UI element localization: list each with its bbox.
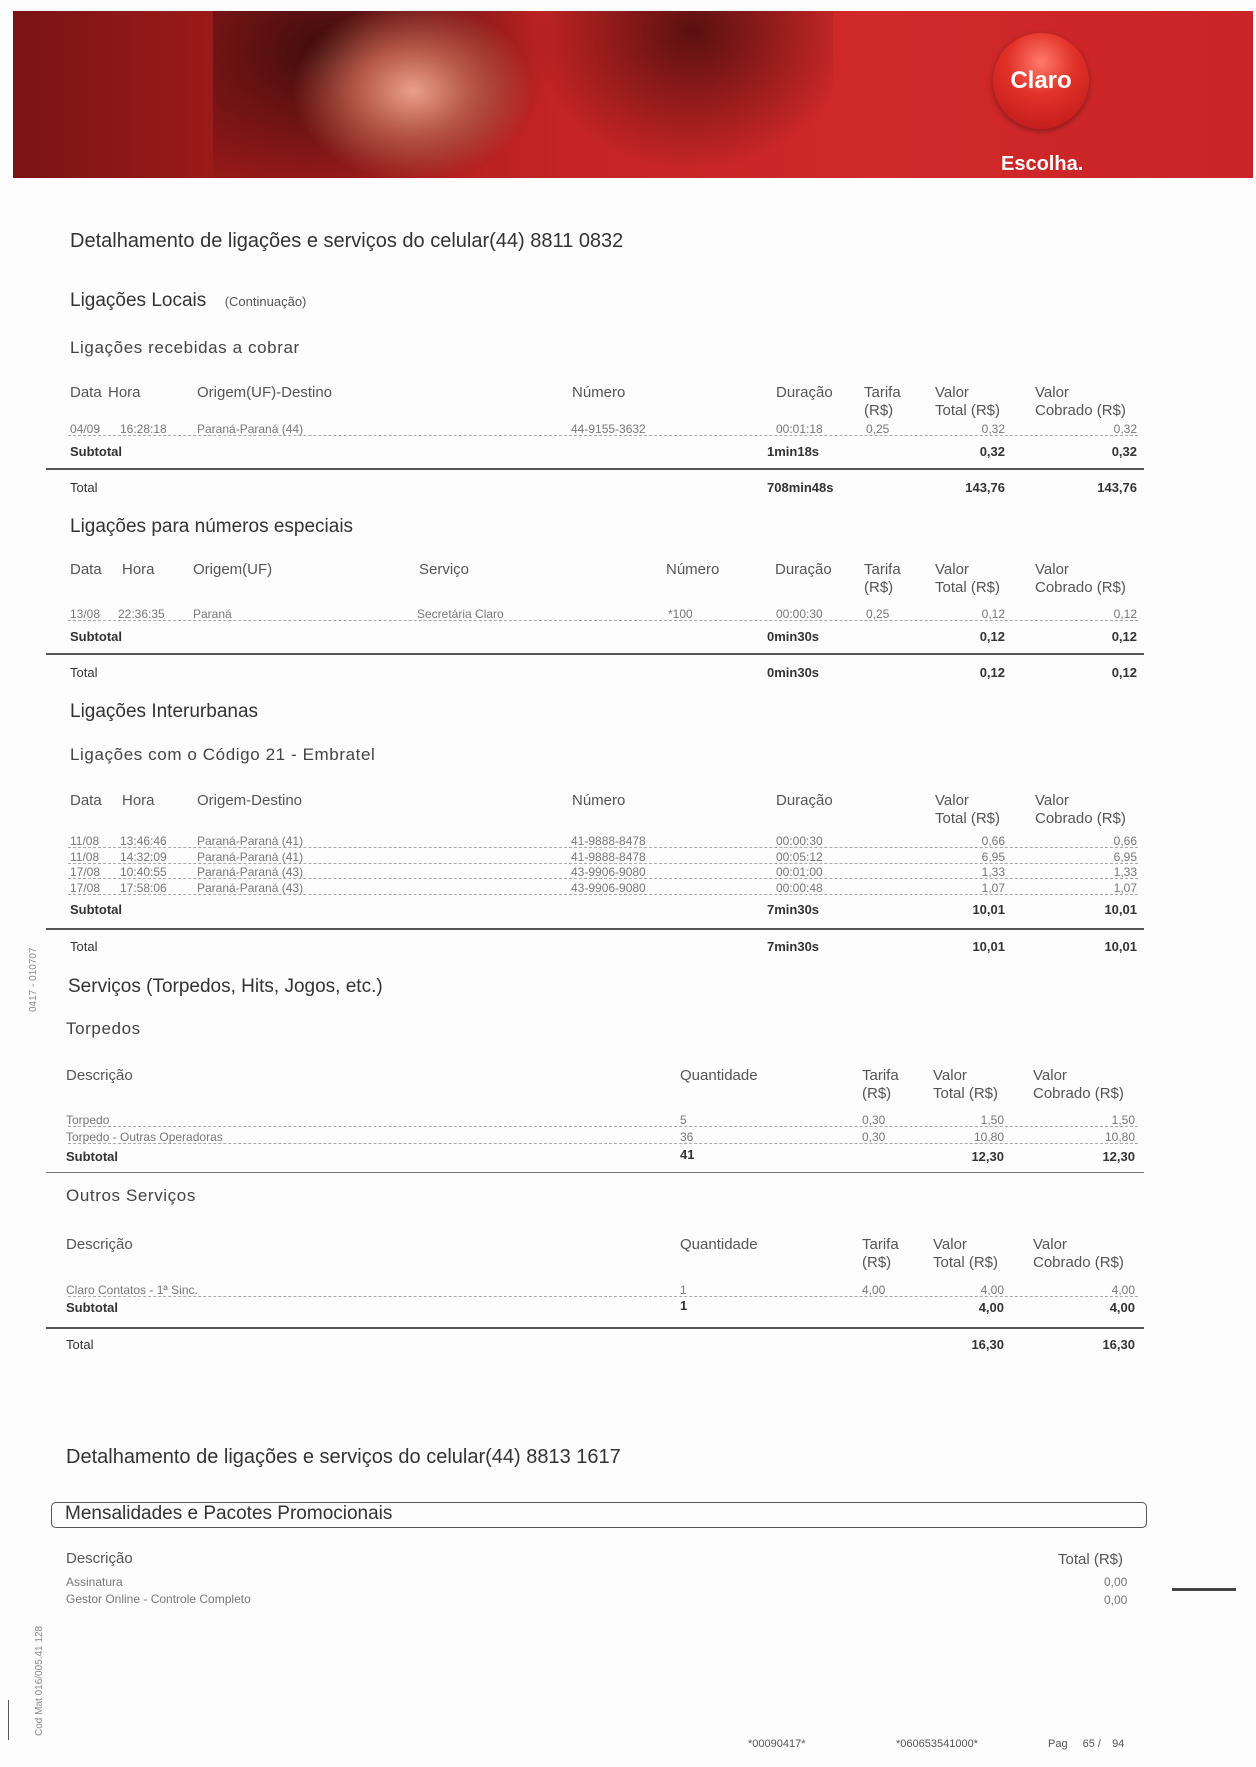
table-cell: 0,25	[866, 422, 890, 436]
column-header	[935, 792, 1000, 828]
table-cell: 13:46:46	[120, 834, 167, 848]
locais-title: Ligações Locais	[70, 290, 207, 311]
column-header	[1035, 792, 1126, 828]
column-header-line: Valor	[1033, 1067, 1067, 1084]
column-header-line: Valor	[935, 384, 969, 401]
subtotal-value-total: 12,30	[971, 1149, 1004, 1164]
subtotal-value-cobrado: 0,12	[1111, 629, 1137, 644]
column-header-line: Total (R$)	[933, 1085, 999, 1102]
table-cell: Paraná-Paraná (43)	[197, 881, 304, 895]
column-header	[862, 1067, 899, 1103]
column-header-line: Tarifa	[864, 384, 901, 401]
locais-note: (Continuação)	[224, 294, 307, 309]
table-cell: 16:28:18	[120, 422, 167, 436]
slogan: Escolha.	[1001, 153, 1084, 175]
table-row	[68, 1126, 1138, 1128]
table-cell: 41-9888-8478	[571, 834, 646, 848]
subtotal-duration: 0min30s	[767, 629, 820, 644]
subtotal-value-total: 10,01	[972, 902, 1005, 917]
table-cell: 6,95	[1113, 850, 1137, 864]
side-code-top: 0417 - 010707	[28, 947, 39, 1012]
table-cell: 0,12	[981, 607, 1005, 621]
column-header-line: (R$)	[864, 402, 894, 419]
subtotal-quantity: 1	[680, 1298, 688, 1313]
table-cell: 00:00:30	[776, 834, 823, 848]
section-divider	[46, 468, 1144, 470]
table-cell: 1,50	[980, 1113, 1004, 1127]
total-value-cobrado: 143,76	[1097, 480, 1137, 495]
table-cell: 00:00:48	[776, 881, 823, 895]
column-header-line: Valor	[1035, 384, 1069, 401]
column-header: Data	[70, 384, 102, 401]
column-header-line: Cobrado (R$)	[1033, 1254, 1124, 1271]
column-header-line: Valor	[1035, 561, 1069, 578]
subtotal-value-total: 0,32	[979, 444, 1005, 459]
column-header-line: Cobrado (R$)	[1035, 810, 1126, 827]
table-cell: 00:01:00	[776, 865, 823, 879]
column-header: Hora	[122, 792, 155, 809]
column-header: Hora	[108, 384, 141, 401]
table-cell: 1,33	[1113, 865, 1137, 879]
margin-line	[8, 1700, 9, 1740]
table-cell: 10:40:55	[120, 865, 167, 879]
logo-text: Claro	[1010, 67, 1072, 94]
subtotal-value-cobrado: 10,01	[1104, 902, 1137, 917]
column-header: Número	[572, 384, 626, 401]
section-divider	[46, 653, 1144, 655]
subtotal-value-cobrado: 0,32	[1111, 444, 1137, 459]
column-header: Duração	[776, 384, 833, 401]
table-cell: Claro Contatos - 1ª Sinc.	[66, 1283, 198, 1297]
locais-heading	[70, 290, 306, 312]
column-header-line: Tarifa	[864, 561, 901, 578]
total-duration: 7min30s	[767, 939, 820, 954]
column-header: Duração	[775, 561, 832, 578]
section1-phone: (44) 8811 0832	[489, 230, 624, 252]
table-cell: 36	[680, 1130, 694, 1144]
column-header-line: Valor	[933, 1067, 967, 1084]
table-cell: 4,00	[980, 1283, 1004, 1297]
mens-col-total: Total (R$)	[1058, 1551, 1124, 1568]
interurbanas-title: Ligações Interurbanas	[70, 701, 259, 722]
table-cell: *100	[668, 607, 693, 621]
total-value-total: 10,01	[972, 939, 1005, 954]
subtotal-label: Subtotal	[70, 902, 122, 917]
table-cell: 4,00	[1111, 1283, 1135, 1297]
mensalidades-title: Mensalidades e Pacotes Promocionais	[65, 1503, 393, 1524]
table-cell: 0,66	[981, 834, 1005, 848]
table-cell: Paraná-Paraná (41)	[197, 834, 304, 848]
table-cell: 11/08	[70, 850, 100, 864]
subtotal-value-total: 0,12	[979, 629, 1005, 644]
section-divider	[46, 928, 1144, 930]
column-header: Quantidade	[680, 1067, 758, 1084]
total-label: Total	[70, 665, 98, 680]
table-cell: Paraná-Paraná (41)	[197, 850, 304, 864]
table-cell: 0,32	[981, 422, 1005, 436]
table-cell: Paraná-Paraná (43)	[197, 865, 304, 879]
column-header-line: Valor	[935, 561, 969, 578]
subtotal-duration: 1min18s	[767, 444, 820, 459]
subtotal-value-cobrado: 12,30	[1102, 1149, 1135, 1164]
total-label: Total	[70, 480, 98, 495]
table-cell: 0,25	[866, 607, 890, 621]
footer-code1: *00090417*	[748, 1738, 806, 1750]
footer-code2: *060653541000*	[896, 1738, 978, 1750]
page-total: 94	[1112, 1738, 1125, 1750]
subtotal-quantity: 41	[680, 1147, 695, 1162]
subtotal-duration: 7min30s	[767, 902, 820, 917]
column-header	[864, 384, 901, 420]
total-value-cobrado: 0,12	[1111, 665, 1137, 680]
table-cell: 17:58:06	[120, 881, 167, 895]
column-header-line: (R$)	[862, 1254, 892, 1271]
mens-item-total: 0,00	[1104, 1575, 1128, 1589]
table-cell: 00:01:18	[776, 422, 823, 436]
column-header	[935, 561, 1000, 597]
table-cell: 0,66	[1113, 834, 1137, 848]
column-header: Descrição	[66, 1236, 133, 1253]
table-cell: Paraná-Paraná (44)	[197, 422, 304, 436]
column-header	[1033, 1236, 1124, 1272]
column-header-line: Valor	[1033, 1236, 1067, 1253]
subsection-title: Outros Serviços	[66, 1186, 196, 1205]
column-header-line: Total (R$)	[935, 810, 1001, 827]
column-header	[1033, 1067, 1124, 1103]
column-header	[862, 1236, 899, 1272]
section1-title-text: Detalhamento de ligações e serviços do celular	[70, 230, 490, 252]
subtotal-label: Subtotal	[66, 1300, 118, 1315]
subtotal-label: Subtotal	[66, 1149, 118, 1164]
table-cell: 0,30	[862, 1130, 886, 1144]
table-cell: 0,12	[1113, 607, 1137, 621]
column-header-line: Tarifa	[862, 1236, 899, 1253]
section-divider	[46, 1172, 1144, 1173]
table-cell: 04/09	[70, 422, 101, 436]
table-cell: 0,30	[862, 1113, 886, 1127]
column-header-line: Valor	[933, 1236, 967, 1253]
especiais-title: Ligações para números especiais	[70, 516, 354, 537]
total-value-total: 16,30	[971, 1337, 1004, 1352]
column-header-line: Tarifa	[862, 1067, 899, 1084]
table-cell: Secretária Claro	[417, 607, 504, 621]
subsection-title: Ligações recebidas a cobrar	[70, 338, 300, 357]
column-header	[1035, 384, 1126, 420]
margin-mark	[1172, 1588, 1236, 1591]
column-header-line: Total (R$)	[933, 1254, 999, 1271]
mens-item-total: 0,00	[1104, 1593, 1128, 1607]
table-cell: 43-9906-9080	[571, 865, 646, 879]
table-cell: Torpedo	[66, 1113, 110, 1127]
subsection-title: Torpedos	[66, 1019, 141, 1038]
column-header	[935, 384, 1000, 420]
table-cell: 22:36:35	[118, 607, 165, 621]
side-code-bottom: Cod Mat 016/005.41 128	[34, 1625, 45, 1736]
mens-col-desc: Descrição	[66, 1550, 133, 1567]
table-cell: 4,00	[862, 1283, 886, 1297]
table-cell: 1,33	[981, 865, 1005, 879]
banner-photo	[213, 11, 833, 178]
column-header: Quantidade	[680, 1236, 758, 1253]
column-header-line: Valor	[1035, 792, 1069, 809]
table-cell: 17/08	[70, 865, 101, 879]
table-cell: 1,07	[981, 881, 1005, 895]
table-cell: 43-9906-9080	[571, 881, 646, 895]
total-value-total: 143,76	[965, 480, 1005, 495]
column-header: Hora	[122, 561, 155, 578]
column-header: Origem(UF)	[193, 561, 273, 578]
table-cell: 13/08	[70, 607, 101, 621]
subtotal-label: Subtotal	[70, 629, 122, 644]
column-header-line: Valor	[935, 792, 969, 809]
table-cell: 11/08	[70, 834, 100, 848]
column-header-line: Total (R$)	[935, 579, 1001, 596]
mensalidades-box	[51, 1502, 1147, 1528]
section2-phone: (44) 8813 1617	[485, 1446, 621, 1468]
table-cell: 00:05:12	[776, 850, 823, 864]
subtotal-label: Subtotal	[70, 444, 122, 459]
column-header	[933, 1067, 998, 1103]
table-cell: Paraná	[193, 607, 232, 621]
column-header: Descrição	[66, 1067, 133, 1084]
total-value-cobrado: 10,01	[1104, 939, 1137, 954]
column-header-line: (R$)	[864, 579, 894, 596]
table-cell: 5	[680, 1113, 687, 1127]
footer-page	[1048, 1738, 1124, 1750]
total-value-cobrado: 16,30	[1102, 1337, 1135, 1352]
mens-item-desc: Assinatura	[66, 1575, 123, 1589]
page-label: Pag	[1048, 1738, 1068, 1750]
total-duration: 0min30s	[767, 665, 820, 680]
subsection-title: Ligações com o Código 21 - Embratel	[70, 745, 376, 764]
subtotal-value-cobrado: 4,00	[1109, 1300, 1135, 1315]
table-cell: 1,07	[1113, 881, 1137, 895]
column-header: Data	[70, 561, 102, 578]
column-header-line: (R$)	[862, 1085, 892, 1102]
claro-logo	[993, 33, 1089, 129]
section-divider	[46, 1327, 1144, 1329]
table-cell: 10,80	[973, 1130, 1004, 1144]
table-cell: 0,32	[1113, 422, 1137, 436]
mens-item-desc: Gestor Online - Controle Completo	[66, 1592, 251, 1606]
table-cell: 17/08	[70, 881, 101, 895]
table-cell: 10,80	[1104, 1130, 1135, 1144]
column-header: Origem-Destino	[197, 792, 303, 809]
servicos-title: Serviços (Torpedos, Hits, Jogos, etc.)	[68, 976, 383, 997]
total-value-total: 0,12	[979, 665, 1005, 680]
table-cell: 1	[680, 1283, 687, 1297]
column-header: Origem(UF)-Destino	[197, 384, 333, 401]
total-label: Total	[66, 1337, 94, 1352]
section2-title-text: Detalhamento de ligações e serviços do celular	[66, 1446, 486, 1468]
column-header	[1035, 561, 1126, 597]
section1-title	[70, 230, 623, 253]
column-header: Número	[666, 561, 720, 578]
column-header: Número	[572, 792, 626, 809]
column-header: Duração	[776, 792, 833, 809]
column-header	[864, 561, 901, 597]
table-row	[68, 1296, 1138, 1298]
table-cell: 41-9888-8478	[571, 850, 646, 864]
column-header-line: Total (R$)	[935, 402, 1001, 419]
table-cell: 44-9155-3632	[571, 422, 646, 436]
column-header-line: Cobrado (R$)	[1035, 402, 1126, 419]
column-header-line: Cobrado (R$)	[1035, 579, 1126, 596]
table-cell: 14:32:09	[120, 850, 167, 864]
total-label: Total	[70, 939, 98, 954]
column-header: Data	[70, 792, 102, 809]
column-header: Serviço	[419, 561, 470, 578]
table-cell: 6,95	[981, 850, 1005, 864]
header-banner	[13, 11, 1253, 178]
table-cell: 00:00:30	[776, 607, 823, 621]
section2-title	[66, 1446, 621, 1469]
table-cell: 1,50	[1111, 1113, 1135, 1127]
total-duration: 708min48s	[767, 480, 834, 495]
column-header-line: Cobrado (R$)	[1033, 1085, 1124, 1102]
subtotal-value-total: 4,00	[978, 1300, 1004, 1315]
page-number: 65 /	[1082, 1738, 1101, 1750]
table-cell: Torpedo - Outras Operadoras	[66, 1130, 223, 1144]
column-header	[933, 1236, 998, 1272]
